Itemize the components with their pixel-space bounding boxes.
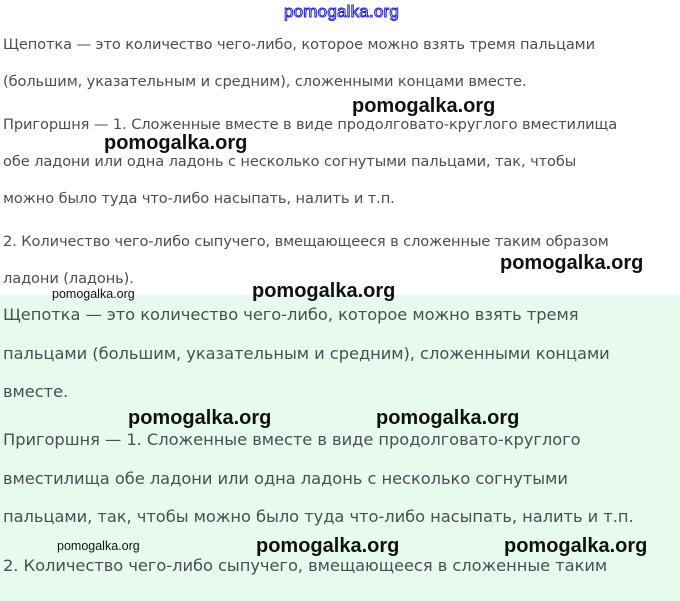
watermark: pomogalka.org <box>352 95 496 117</box>
text-line: вместилища обе ладони или одна ладонь с несколько согнутыми <box>3 468 568 488</box>
site-brand-link[interactable]: pomogalka.org <box>284 2 400 21</box>
text-line: Щепотка — это количество чего-либо, которое можно взять тремя <box>3 305 579 324</box>
watermark: pomogalka.org <box>52 287 135 301</box>
definition-shchepotka <box>3 26 595 100</box>
watermark: pomogalka.org <box>504 535 648 557</box>
watermark: pomogalka.org <box>252 280 396 302</box>
text-line: вместе. <box>3 382 69 401</box>
text-line: пальцами (большим, указательным и средним), сложенными концами <box>3 343 610 363</box>
text-line: ладони (ладонь). <box>3 270 134 287</box>
text-line: Щепотка — это количество чего-либо, которое можно взять тремя пальцами <box>3 36 595 53</box>
text-line: пальцами, так, чтобы можно было туда что-либо насыпать, налить и т.п. <box>3 507 634 526</box>
watermark: pomogalka.org <box>57 539 140 553</box>
text-line: 2. Количество чего-либо сыпучего, вмещающееся в сложенные таким <box>3 556 608 575</box>
watermark: pomogalka.org <box>500 252 644 274</box>
watermark: pomogalka.org <box>376 407 520 429</box>
watermark: pomogalka.org <box>104 132 248 154</box>
text-line: обе ладони или одна ладонь с несколько согнутыми пальцами, так, чтобы <box>3 153 577 170</box>
watermark: pomogalka.org <box>128 407 272 429</box>
text-line: Пригоршня — 1. Сложенные вместе в виде продолговато-круглого вместилища <box>3 116 618 133</box>
text-line: (большим, указательным и средним), сложенными концами вместе. <box>3 73 527 90</box>
text-line: можно было туда что-либо насыпать, налить и т.п. <box>3 190 395 207</box>
watermark: pomogalka.org <box>256 535 400 557</box>
definition-prigorshnya-1-large <box>3 421 634 537</box>
definition-prigorshnya-1 <box>3 106 617 217</box>
site-header <box>0 0 680 24</box>
text-line: 2. Количество чего-либо сыпучего, вмещающееся в сложенные таким образом <box>3 233 609 250</box>
text-line: Пригоршня — 1. Сложенные вместе в виде продолговато-круглого <box>3 430 581 449</box>
definition-shchepotka-large <box>3 296 610 412</box>
